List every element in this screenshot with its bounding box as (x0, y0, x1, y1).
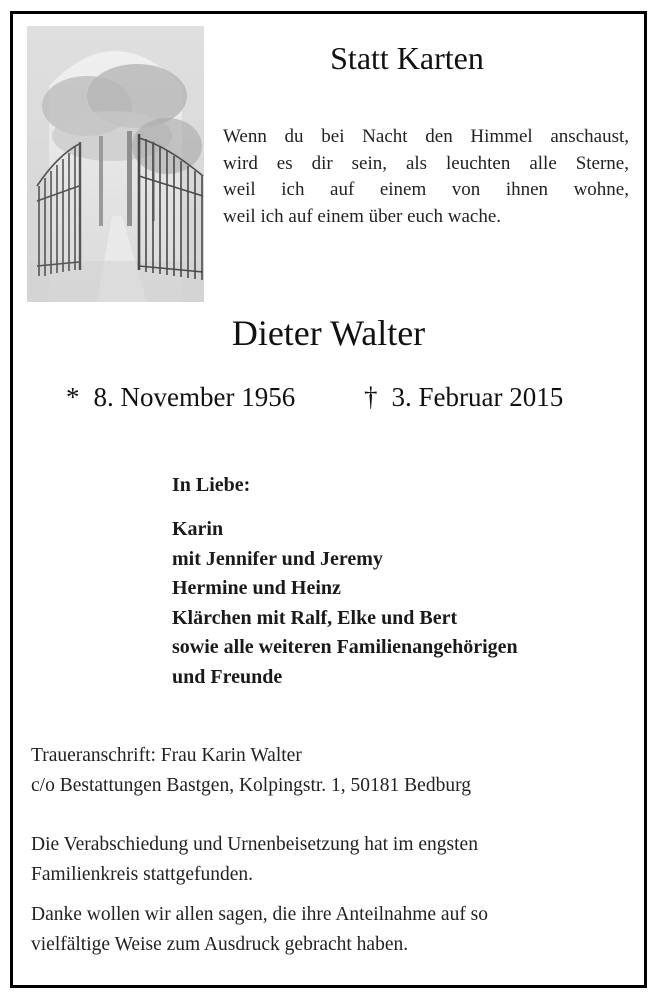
poem (223, 124, 629, 230)
ceremony-note (31, 830, 631, 889)
poem-line: wird es dir sein, als leuchten alle Sterne, (223, 152, 629, 174)
birth-date: 8. November 1956 (93, 382, 296, 412)
death-date: 3. Februar 2015 (391, 382, 564, 412)
mourners-intro: In Liebe: (172, 474, 251, 496)
mourner-name: Karin (172, 518, 224, 540)
mourner-name: Klärchen mit Ralf, Elke und Bert (172, 606, 458, 629)
thanks-line: vielfältige Weise zum Ausdruck gebracht haben. (31, 933, 409, 955)
address-line: c/o Bestattungen Bastgen, Kolpingstr. 1, 50181 Bedburg (31, 774, 471, 796)
ceremony-line: Die Verabschiedung und Urnenbeisetzung hat im engsten (31, 834, 478, 855)
mourner-name: Hermine und Heinz (172, 577, 341, 599)
cross-icon: † (364, 382, 378, 412)
poem-line: Wenn du bei Nacht den Himmel anschaust, (223, 126, 629, 147)
address-line: Traueranschrift: Frau Karin Walter (31, 745, 302, 766)
mourner-name: und Freunde (172, 665, 283, 688)
mourner-name: sowie alle weiteren Familienangehörigen (172, 636, 518, 658)
poem-line: weil ich auf einem über euch wache. (223, 205, 502, 227)
poem-line: weil ich auf einem von ihnen wohne, (223, 179, 629, 200)
thanks-note (31, 900, 631, 959)
page-title: Statt Karten (330, 40, 484, 76)
ceremony-line: Familienkreis stattgefunden. (31, 863, 254, 885)
deceased-name: Dieter Walter (231, 313, 426, 353)
gate-illustration (27, 26, 204, 302)
birth-date-line (66, 382, 295, 413)
cemetery-gate-image (27, 26, 204, 302)
thanks-line: Danke wollen wir allen sagen, die ihre Anteilnahme auf so (31, 904, 489, 925)
mourning-address (31, 741, 631, 800)
mourners-block (172, 474, 632, 692)
mourner-name: mit Jennifer und Jeremy (172, 547, 383, 570)
death-date-line (364, 382, 563, 413)
birth-star-icon: * (66, 382, 80, 412)
